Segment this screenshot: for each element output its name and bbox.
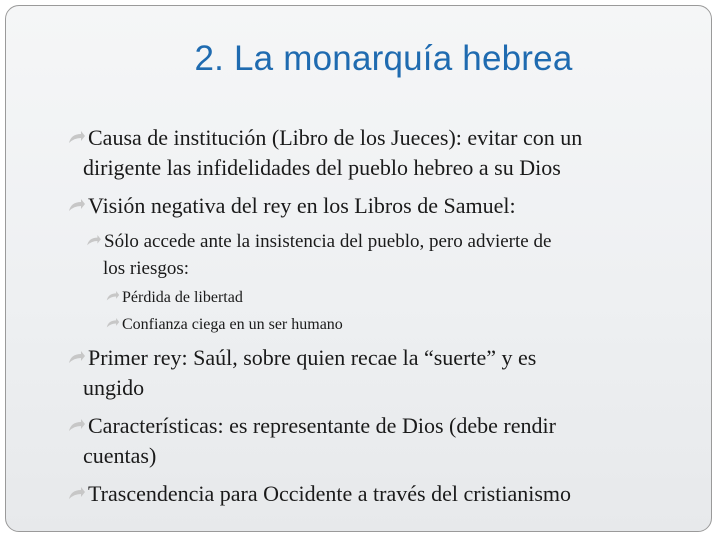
bullet-text-continued: dirigente las infidelidades del pueblo hebreo a su Dios	[83, 155, 561, 180]
slide	[5, 5, 712, 532]
curved-arrow-icon	[86, 235, 102, 247]
curved-arrow-icon	[68, 131, 86, 145]
bullet-item	[68, 411, 556, 441]
curved-arrow-icon	[68, 351, 86, 365]
slide-title: 2. La monarquía hebrea	[194, 39, 573, 78]
bullet-text: Primer rey: Saúl, sobre quien recae la “suerte” y es	[88, 345, 537, 370]
curved-arrow-icon	[106, 318, 120, 329]
bullet-text: Pérdida de libertad	[122, 289, 243, 306]
bullet-text: Trascendencia para Occidente a través del cristianismo	[88, 481, 571, 506]
bullet-text: Visión negativa del rey en los Libros de Samuel:	[88, 193, 516, 218]
bullet-text-continued: cuentas)	[83, 443, 157, 468]
bullet-item	[68, 479, 571, 509]
bullet-item	[68, 343, 536, 373]
bullet-item	[68, 191, 516, 221]
bullet-text: Características: es representante de Dios (debe rendir	[88, 413, 556, 438]
curved-arrow-icon	[68, 199, 86, 213]
curved-arrow-icon	[68, 487, 86, 501]
bullet-text: Sólo accede ante la insistencia del pueblo, pero advierte de	[104, 231, 552, 252]
curved-arrow-icon	[68, 419, 86, 433]
bullet-text-continued: ungido	[83, 375, 145, 400]
curved-arrow-icon	[106, 291, 120, 302]
sub-sub-bullet-item	[106, 288, 243, 308]
sub-bullet-item	[86, 229, 551, 255]
bullet-text: Causa de institución (Libro de los Jueces): evitar con un	[88, 125, 583, 150]
bullet-text-continued: los riesgos:	[103, 258, 190, 279]
bullet-text: Confianza ciega en un ser humano	[122, 316, 343, 333]
bullet-item	[68, 123, 582, 153]
sub-sub-bullet-item	[106, 315, 343, 335]
